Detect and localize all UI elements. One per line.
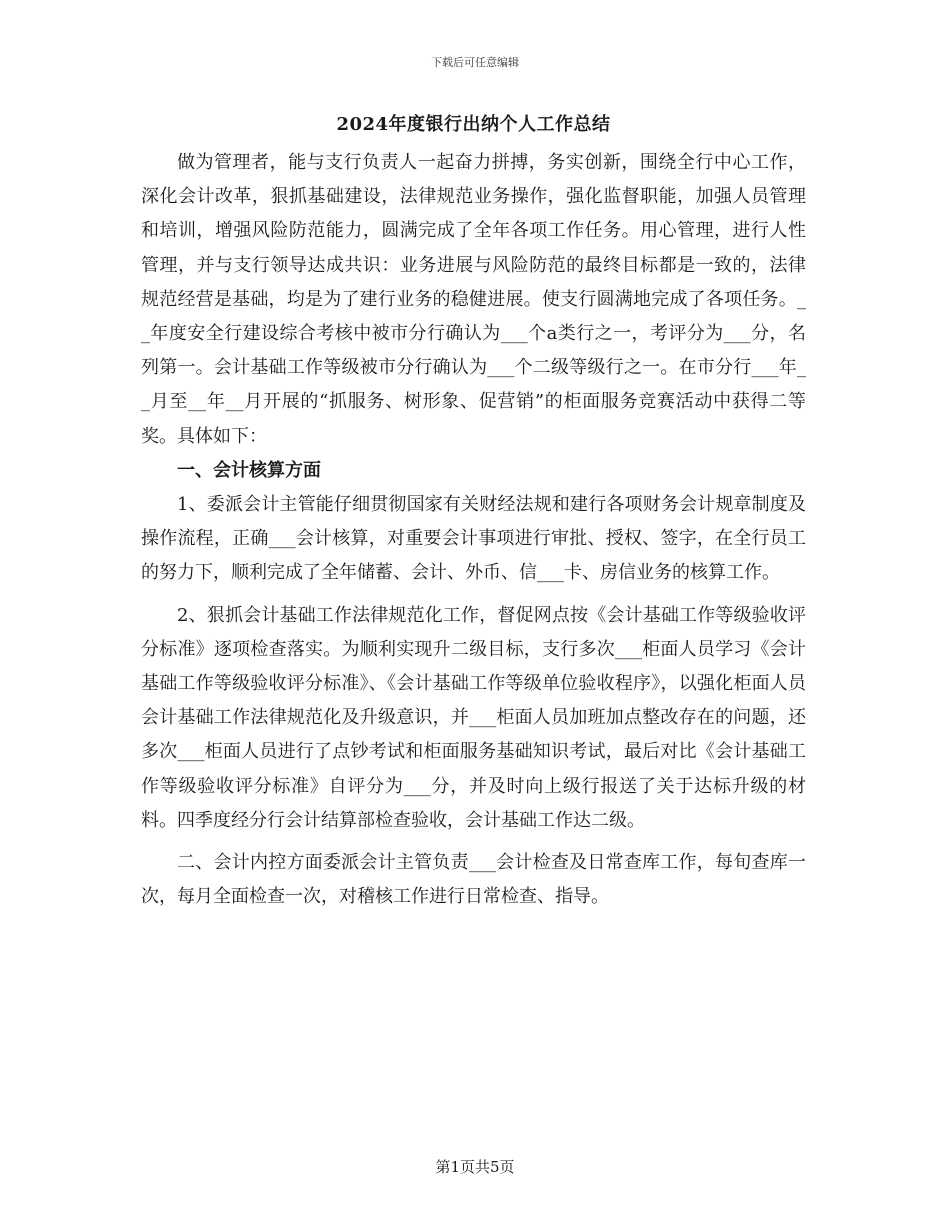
accounting-item-1: 1、委派会计主管能仔细贯彻国家有关财经法规和建行各项财务会计规章制度及操作流程，正确___会计核算，对重要会计事项进行审批、授权、签字，在全行员工的努力下，顺利完成了全年储蓄、会计、外币、信___卡、房信业务的核算工作。 (141, 494, 806, 584)
page-header-note: 下载后可任意编辑 (431, 56, 519, 69)
intro-paragraph: 做为管理者，能与支行负责人一起奋力拼搏，务实创新，围绕全行中心工作，深化会计改革，狠抓基础建设，法律规范业务操作，强化监督职能，加强人员管理和培训，增强风险防范能力，圆满完成了全年各项工作任务。用心管理，进行人性管理，并与支行领导达成共识：业务进展与风险防范的最终目标都是一致的，法律规范经营是基础，均是为了建行业务的稳健进展。使支行圆满地完成了各项任务。__年度安全行建设综合考核中被市分行确认为___个a类行之一，考评分为___分，名列第一。会计基础工作等级被市分行确认为___个二级等级行之一。在市分行___年__月至__年__月开展的“抓服务、树形象、促营销”的柜面服务竞赛活动中获得二等奖。具体如下： (141, 152, 806, 447)
accounting-item-2: 2、狠抓会计基础工作法律规范化工作，督促网点按《会计基础工作等级验收评分标准》逐项检查落实。为顺利实现升二级目标，支行多次___柜面人员学习《会计基础工作等级验收评分标准》、《会计基础工作等级单位验收程序》，以强化柜面人员会计基础工作法律规范化及升级意识，并___柜面人员加班加点整改存在的问题，还多次___柜面人员进行了点钞考试和柜面服务基础知识考试，最后对比《会计基础工作等级验收评分标准》自评分为___分，并及时向上级行报送了关于达标升级的材料。四季度经分行会计结算部检查验收，会计基础工作达二级。 (141, 604, 806, 831)
page-number: 第1页共5页 (435, 1158, 515, 1176)
document-title: 2024年度银行出纳个人工作总结 (336, 114, 611, 135)
section-heading-accounting: 一、会计核算方面 (177, 459, 321, 481)
document-body (141, 108, 806, 914)
internal-control-paragraph: 二、会计内控方面委派会计主管负责___会计检查及日常查库工作，每旬查库一次，每月全面检查一次，对稽核工作进行日常检查、指导。 (141, 852, 806, 908)
